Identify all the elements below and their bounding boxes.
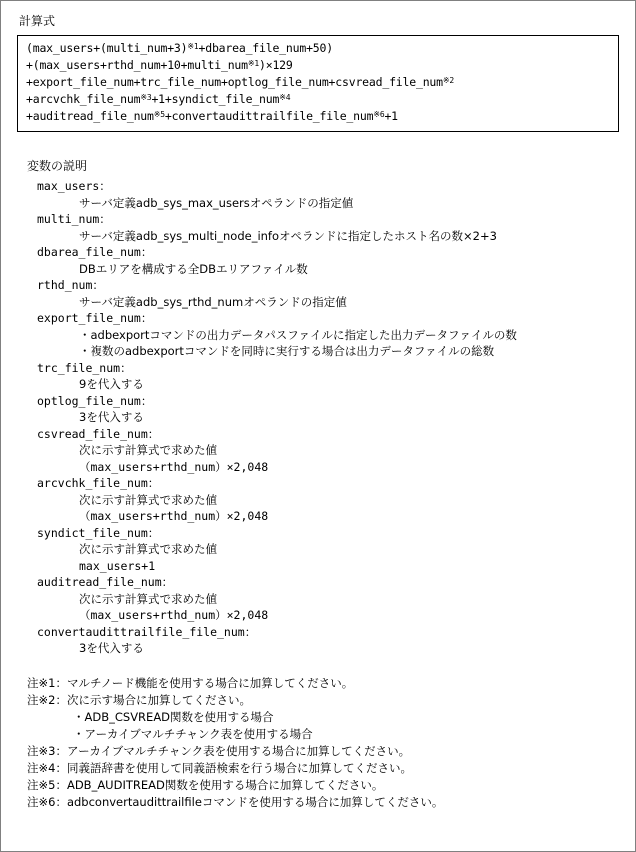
formula-tail: )×129: [259, 58, 293, 72]
footnote-text: マルチノード機能を使用する場合に加算してください。: [66, 675, 354, 690]
formula-text: (max_users+(multi_num+3): [26, 41, 188, 55]
variable-description: 次に示す計算式で求めた値: [79, 591, 217, 606]
variable-description: サーバ定義adb_sys_max_usersオペランドの指定値: [79, 195, 354, 210]
footnote: [27, 675, 621, 692]
formula-heading: 計算式: [19, 14, 56, 28]
formula-line: [26, 91, 610, 108]
formula-text: +arcvchk_file_num: [26, 92, 141, 106]
formula-text: +auditread_file_num: [26, 109, 154, 123]
variables-heading: 変数の説明: [27, 159, 88, 173]
variable-name: export_file_num：: [37, 311, 153, 325]
variable-name: multi_num：: [37, 212, 111, 226]
variable-name: max_users：: [37, 179, 111, 193]
footnote-marker: ※3: [140, 93, 152, 102]
footnote-label: 注※5：: [27, 777, 67, 792]
variable-description: 次に示す計算式で求めた値: [79, 492, 217, 507]
footnote-marker: ※4: [279, 93, 291, 102]
footnote-marker: ※5: [153, 110, 165, 119]
footnote: [27, 743, 621, 760]
variable-name: arcvchk_file_num：: [37, 476, 160, 490]
footnote: [27, 777, 621, 794]
footnotes: [27, 675, 621, 811]
footnote: [27, 692, 621, 709]
footnote: [27, 760, 621, 777]
variable-name: rthd_num：: [37, 278, 104, 292]
formula-text: +export_file_num+trc_file_num+optlog_file_num+csvread_file_num: [26, 75, 443, 89]
footnote-text: 次に示す場合に加算してください。: [66, 692, 251, 707]
variable-description: ・複数のadbexportコマンドを同時に実行する場合は出力データファイルの総数: [79, 344, 495, 358]
formula-text: +(max_users+rthd_num+10+multi_num: [26, 58, 248, 72]
variable-description: DBエリアを構成する全DBエリアファイル数: [79, 261, 308, 276]
footnote-label: 注※3：: [27, 743, 67, 758]
variable-name: csvread_file_num：: [37, 426, 160, 441]
variable-description: サーバ定義adb_sys_multi_node_infoオペランドに指定したホスト名の数×2+3: [79, 228, 497, 243]
footnote-text: 同義語辞書を使用して同義語検索を行う場合に加算してください。: [66, 760, 412, 775]
footnote-label: 注※6：: [27, 794, 67, 809]
formula-line: [26, 40, 610, 57]
footnote-text: アーカイブマルチチャンク表を使用する場合に加算してください。: [66, 743, 411, 758]
variable-description: （max_users+rthd_num）×2,048: [79, 509, 269, 523]
variable-description: 3を代入する: [79, 410, 144, 424]
footnote-marker: ※1: [187, 42, 199, 51]
formula-line: [26, 108, 610, 125]
variable-description: 3を代入する: [79, 641, 144, 655]
formula-tail: +dbarea_file_num+50): [198, 41, 333, 55]
formula-line: [26, 57, 610, 74]
variable-name: optlog_file_num：: [37, 393, 153, 408]
variable-description: （max_users+rthd_num）×2,048: [79, 459, 269, 474]
footnote-text: adbconvertaudittrailfileコマンドを使用する場合に加算してください。: [66, 794, 444, 809]
variable-description: ・adbexportコマンドの出力データパスファイルに指定した出力データファイルの数: [79, 327, 517, 342]
variable-name: convertaudittrailfile_file_num：: [37, 624, 257, 639]
variable-name: syndict_file_num：: [37, 525, 160, 540]
footnote-marker: ※2: [442, 76, 454, 85]
variable-description: 次に示す計算式で求めた値: [79, 443, 217, 457]
variable-description: （max_users+rthd_num）×2,048: [79, 608, 269, 622]
variable-description: 9を代入する: [79, 377, 144, 391]
formula-tail: +convertaudittrailfile_file_num: [164, 109, 374, 123]
variable-description: サーバ定義adb_sys_rthd_numオペランドの指定値: [79, 294, 347, 309]
footnote-text: ADB_AUDITREAD関数を使用する場合に加算してください。: [66, 777, 384, 792]
footnote-subitem: ・アーカイブマルチチャンク表を使用する場合: [73, 726, 313, 741]
variable-name: dbarea_file_num：: [37, 245, 153, 259]
formula-tail: +1+syndict_file_num: [151, 92, 280, 106]
footnote-marker: ※6: [373, 110, 385, 119]
footnote-subitem: ・ADB_CSVREAD関数を使用する場合: [73, 709, 274, 724]
variable-description: max_users+1: [79, 558, 156, 573]
footnote-label: 注※1：: [27, 675, 67, 690]
footnote-label: 注※2：: [27, 692, 67, 707]
formula-line: [26, 74, 610, 91]
formula-tail-2: +1: [384, 109, 398, 123]
variables-list: [27, 178, 621, 657]
footnote: [27, 794, 621, 811]
variable-name: trc_file_num：: [37, 360, 132, 375]
variable-description: 次に示す計算式で求めた値: [79, 542, 217, 556]
footnote-marker: ※1: [247, 59, 260, 68]
formula-box: [17, 35, 619, 132]
footnote-label: 注※4：: [27, 760, 67, 775]
variable-name: auditread_file_num：: [37, 575, 174, 589]
